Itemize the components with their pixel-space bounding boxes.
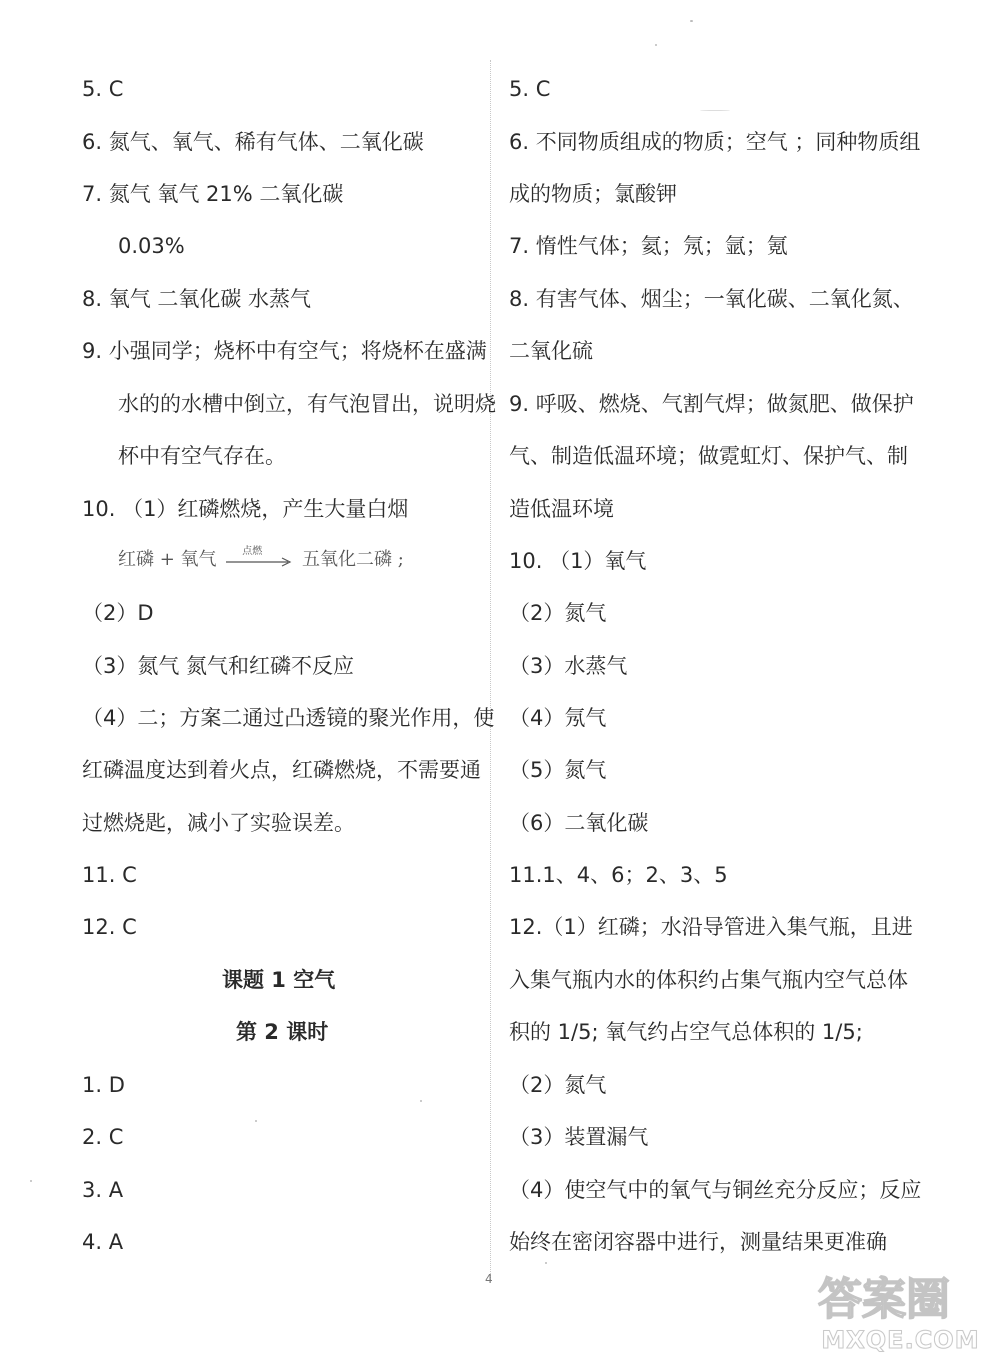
answer-10-part-4: （4）氖气 (509, 706, 607, 730)
answer-10-part-2: （2）D (82, 601, 154, 625)
answer-9-continued: 杯中有空气存在。 (118, 444, 286, 468)
answer-10-part-5: （5）氮气 (509, 758, 607, 782)
answer-7: 7. 氮气 氧气 21% 二氧化碳 (82, 182, 344, 206)
answer-1: 1. D (82, 1073, 125, 1097)
answer-8-continued: 二氧化硫 (509, 339, 593, 363)
answer-10-part-4-continued: 过燃烧匙，减小了实验误差。 (82, 811, 355, 835)
reaction-arrow-icon (224, 546, 294, 570)
equation-condition: 点燃 (242, 546, 263, 557)
equation-reactants: 红磷 + 氧气 (118, 549, 217, 570)
scan-speck (420, 1100, 422, 1102)
answer-8: 8. 有害气体、烟尘；一氧化碳、二氧化氮、 (509, 287, 914, 311)
scan-speck (655, 44, 657, 46)
watermark-logo-text: 答案圈 (818, 1274, 950, 1325)
answer-6-continued: 成的物质；氯酸钾 (509, 182, 677, 206)
answer-10-part-3: （3）水蒸气 (509, 654, 628, 678)
answer-5: 5. C (509, 77, 551, 101)
column-divider (490, 60, 491, 1280)
answer-10-part-2: （2）氮气 (509, 601, 607, 625)
answer-12: 12. C (82, 915, 137, 939)
answer-3: 3. A (82, 1178, 124, 1202)
answer-10-part-3: （3）氮气 氮气和红磷不反应 (82, 654, 355, 678)
answer-9: 9. 呼吸、燃烧、气割气焊；做氮肥、做保护 (509, 392, 914, 416)
answer-11: 11.1、4、6；2、3、5 (509, 863, 728, 887)
scan-speck (545, 1262, 547, 1264)
answer-5: 5. C (82, 77, 124, 101)
answer-12-part-1-continued: 积的 1/5; 氧气约占空气总体积的 1/5; (509, 1020, 863, 1044)
section-title: 课题 1 空气 (222, 968, 336, 992)
watermark-url: MXQE.COM (821, 1326, 980, 1354)
scan-speck (30, 1180, 32, 1182)
equation-product: 五氧化二磷 (302, 549, 392, 570)
answer-12-part-4: （4）使空气中的氧气与铜丝充分反应；反应 (509, 1178, 922, 1202)
answer-9-continued: 造低温环境 (509, 497, 614, 521)
answer-7: 7. 惰性气体；氦；氖；氩；氪 (509, 234, 788, 258)
answer-8: 8. 氧气 二氧化碳 水蒸气 (82, 287, 312, 311)
answer-10-part-6: （6）二氧化碳 (509, 811, 649, 835)
scan-speck (255, 1120, 257, 1122)
answer-9-continued: 水的的水槽中倒立，有气泡冒出，说明烧 (118, 392, 496, 416)
answer-11: 11. C (82, 863, 137, 887)
scan-speck (690, 20, 693, 22)
answer-12-part-4-continued: 始终在密闭容器中进行，测量结果更准确 (509, 1230, 887, 1254)
answer-2: 2. C (82, 1125, 124, 1149)
answer-7-continued: 0.03% (118, 234, 185, 258)
answer-12-part-3: （3）装置漏气 (509, 1125, 649, 1149)
answer-4: 4. A (82, 1230, 124, 1254)
answer-10-part-1: 10. （1）红磷燃烧，产生大量白烟 (82, 497, 409, 521)
answer-12-part-1-continued: 入集气瓶内水的体积约占集气瓶内空气总体 (509, 968, 908, 992)
reaction-equation (118, 545, 404, 571)
answer-10-part-4: （4）二；方案二通过凸透镜的聚光作用，使 (82, 706, 495, 730)
answer-9: 9. 小强同学；烧杯中有空气；将烧杯在盛满 (82, 339, 487, 363)
watermark-logo-icon (808, 1268, 993, 1326)
answer-12-part-1: 12.（1）红磷；水沿导管进入集气瓶，且进 (509, 915, 913, 939)
answer-6: 6. 氮气、氧气、稀有气体、二氧化碳 (82, 130, 424, 154)
answer-12-part-2: （2）氮气 (509, 1073, 607, 1097)
scan-speck (700, 110, 730, 111)
answer-10-part-1: 10. （1）氧气 (509, 549, 647, 573)
answer-6: 6. 不同物质组成的物质；空气 ；同种物质组 (509, 130, 921, 154)
answer-9-continued: 气、制造低温环境；做霓虹灯、保护气、制 (509, 444, 908, 468)
site-watermark (808, 1268, 993, 1356)
answer-10-part-4-continued: 红磷温度达到着火点，红磷燃烧，不需要通 (82, 758, 481, 782)
section-subtitle: 第 2 课时 (236, 1020, 329, 1044)
equation-tail: ; (397, 549, 404, 570)
page-number: 4 (485, 1272, 493, 1286)
